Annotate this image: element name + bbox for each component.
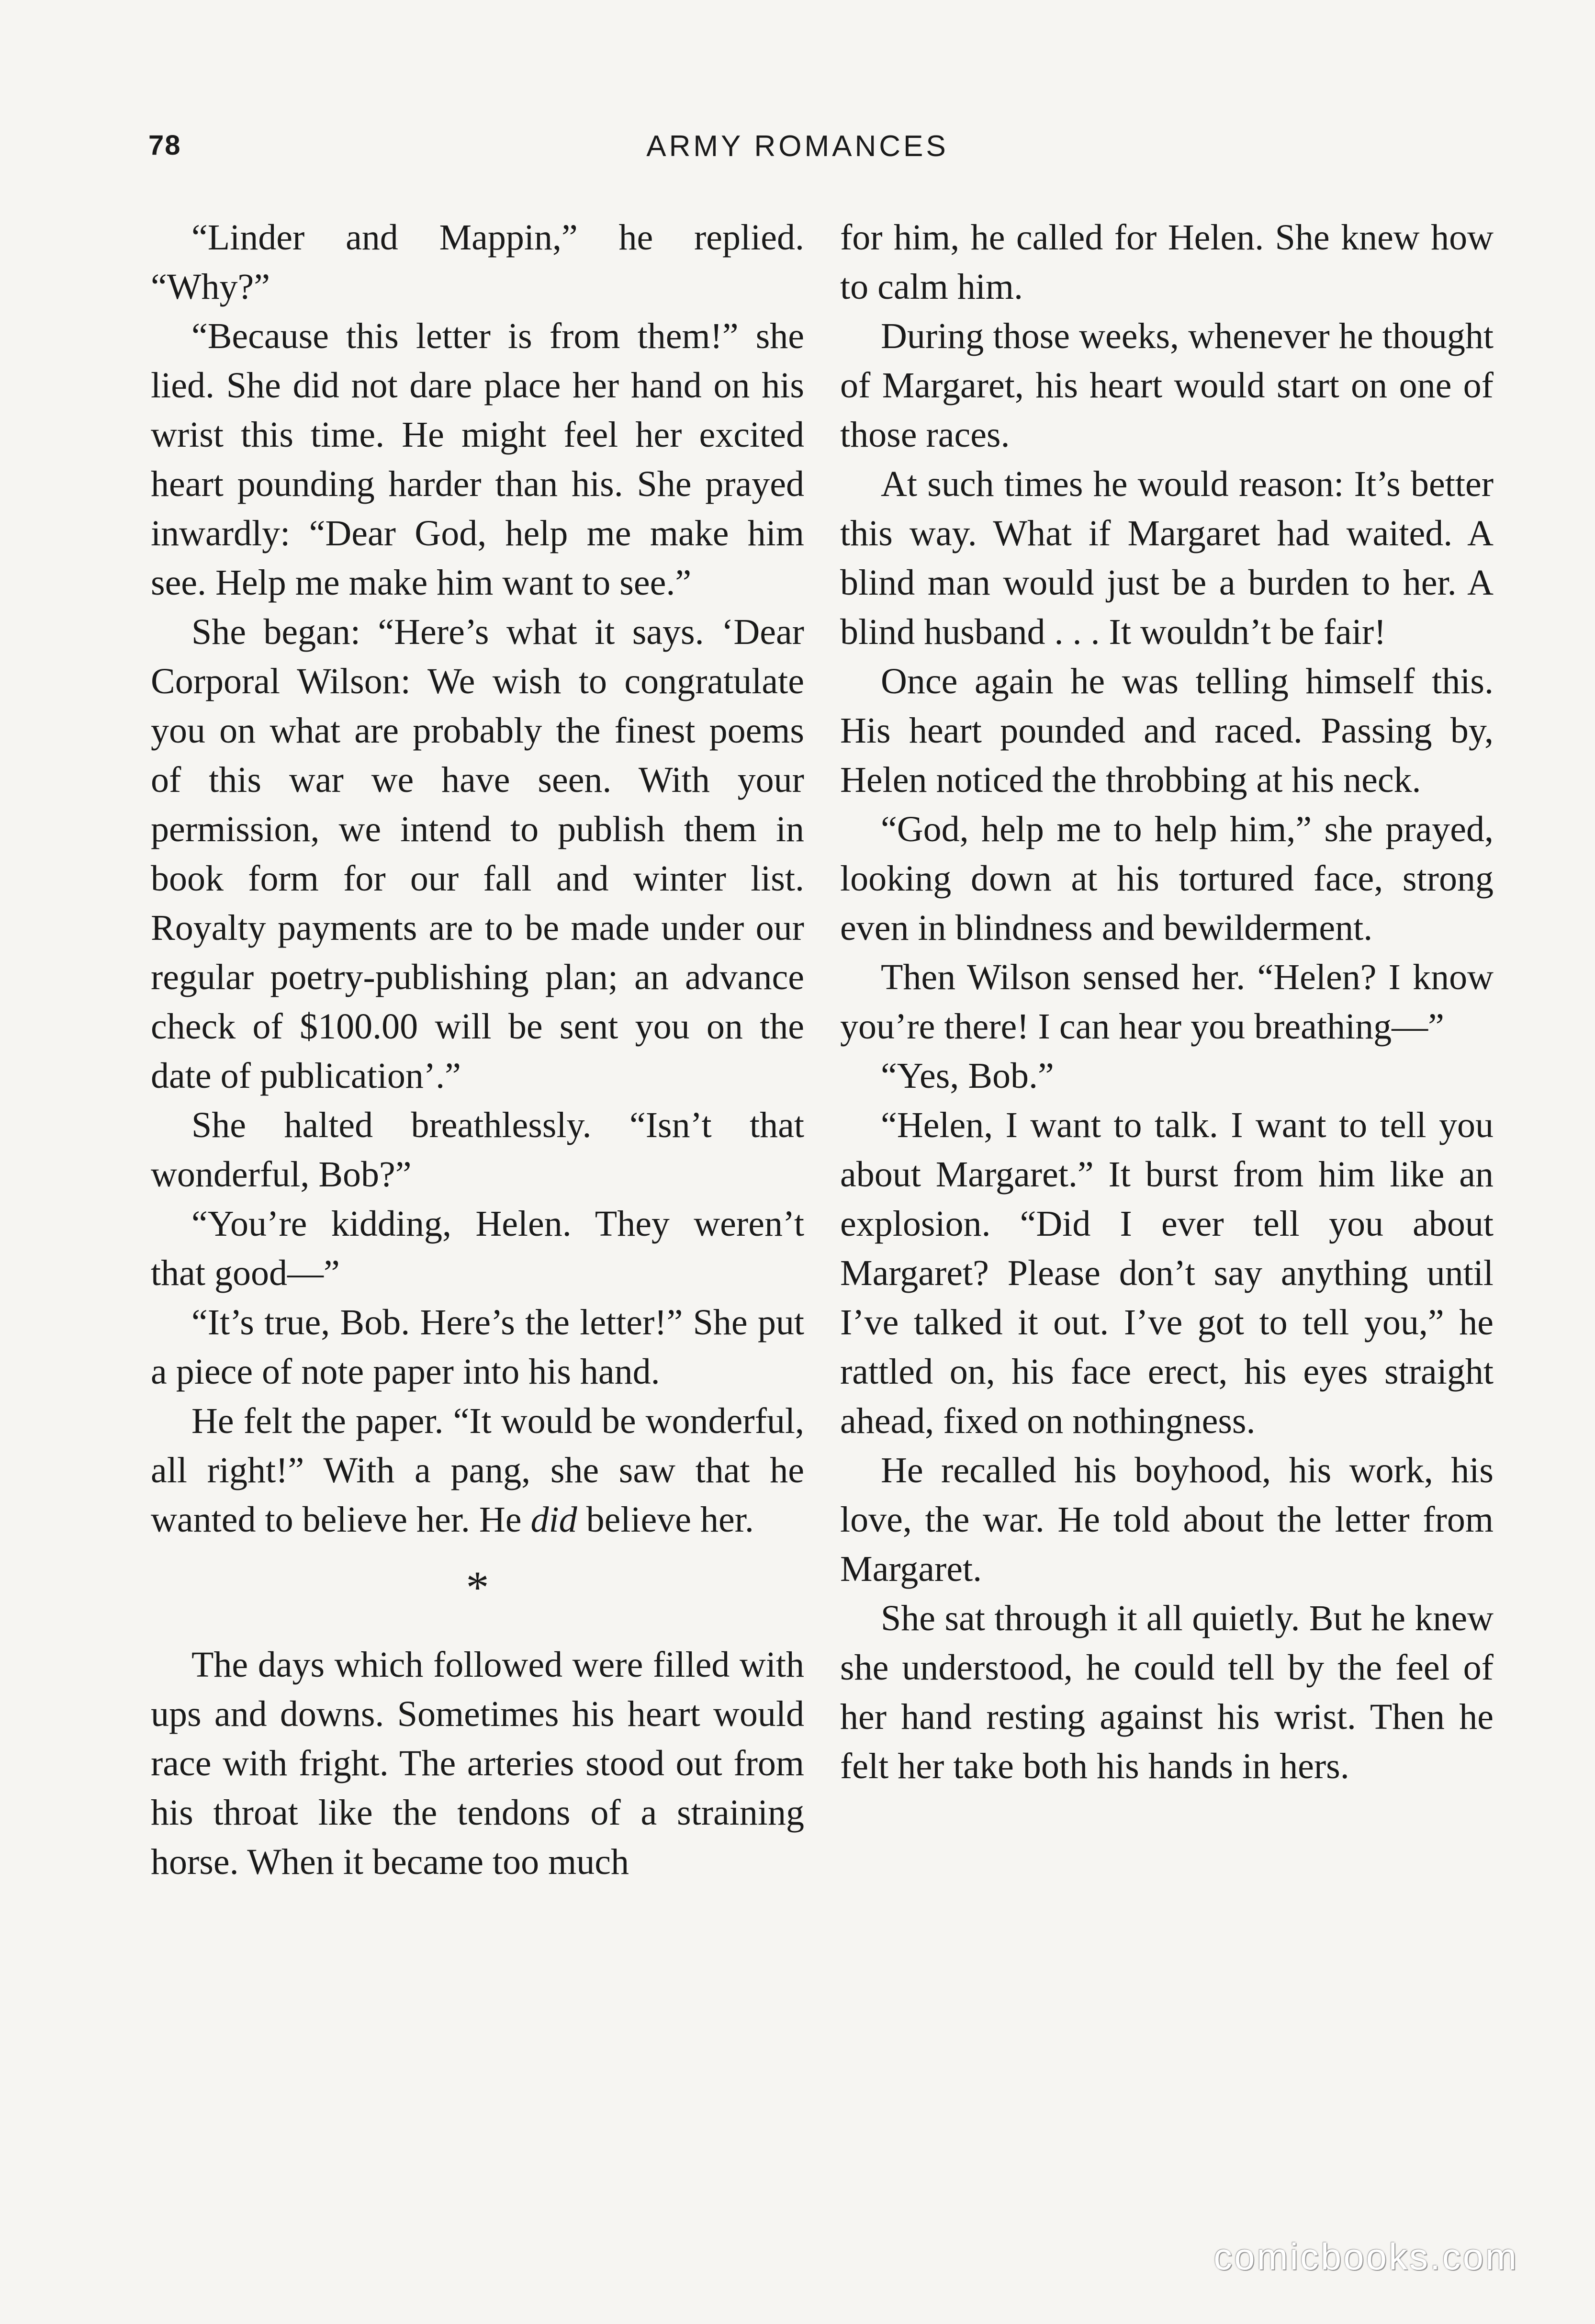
right-column bbox=[840, 213, 1494, 1791]
paragraph: “You’re kidding, Helen. They weren’t that good—” bbox=[151, 1204, 804, 1293]
paragraph: “Yes, Bob.” bbox=[881, 1056, 1054, 1096]
emphasized-word: did bbox=[530, 1500, 577, 1540]
paragraph: Once again he was telling himself this. His heart pounded and raced. Passing by, Helen noticed the throbbing at his neck. bbox=[840, 661, 1494, 800]
paragraph: Then Wilson sensed her. “Helen? I know you’re there! I can hear you breathing—” bbox=[840, 957, 1494, 1047]
paragraph: During those weeks, whenever he thought of Margaret, his heart would start on one of those races. bbox=[840, 316, 1494, 455]
paragraph-with-emphasis bbox=[151, 1397, 804, 1545]
paragraph: At such times he would reason: It’s better this way. What if Margaret had waited. A blind man would just be a burden to her. A blind husband . . . It wouldn’t be fair! bbox=[840, 464, 1494, 652]
paragraph: She sat through it all quietly. But he knew she understood, he could tell by the feel of her hand resting against his wrist. Then he felt her take both his hands in hers. bbox=[840, 1598, 1494, 1786]
paragraph: “Helen, I want to talk. I want to tell you about Margaret.” It burst from him like an explosion. “Did I ever tell you about Margaret? Please don’t say anything until I’ve talked it out. I’ve got to tell you,” he rattled on, his face erect, his eyes straight ahead, fixed on nothingness. bbox=[840, 1105, 1494, 1441]
running-title: ARMY ROMANCES bbox=[646, 130, 949, 163]
paragraph: “Linder and Mappin,” he replied. “Why?” bbox=[151, 217, 804, 307]
paragraph: “God, help me to help him,” she prayed, looking down at his tortured face, strong even in blindness and bewilderment. bbox=[840, 809, 1494, 948]
paragraph: The days which followed were filled with ups and downs. Sometimes his heart would race with fright. The arteries stood out from his throat like the tendons of a straining horse. When it became too much bbox=[151, 1645, 804, 1882]
paragraph: She halted breathlessly. “Isn’t that wonderful, Bob?” bbox=[151, 1105, 804, 1195]
left-column bbox=[151, 213, 804, 1887]
paragraph-text: He felt the paper. “It would be wonderful, all right!” With a pang, she saw that he wanted to believe her. He bbox=[151, 1401, 804, 1540]
watermark: comicbooks.com bbox=[1213, 2235, 1518, 2278]
paragraph: “Because this letter is from them!” she lied. She did not dare place her hand on his wrist this time. He might feel her excited heart pounding harder than his. She prayed inwardly: “Dear God, help me make him see. Help me make him want to see.” bbox=[151, 316, 804, 603]
paragraph: She began: “Here’s what it says. ‘Dear Corporal Wilson: We wish to congratulate you on what are probably the finest poems of this war we have seen. With your permission, we intend to publish them in book form for our fall and winter list. Royalty payments are to be made under our regular poetry-publishing plan; an advance check of $100.00 will be sent you on the date of publication’.” bbox=[151, 612, 804, 1096]
paragraph: “It’s true, Bob. Here’s the letter!” She put a piece of note paper into his hand. bbox=[151, 1302, 804, 1392]
paragraph-text: believe her. bbox=[577, 1500, 754, 1540]
page-number: 78 bbox=[148, 130, 181, 161]
section-break-asterisk: * bbox=[466, 1562, 489, 1613]
paragraph-continuation: for him, he called for Helen. She knew how to calm him. bbox=[840, 217, 1494, 307]
paragraph: He recalled his boyhood, his work, his love, the war. He told about the letter from Margaret. bbox=[840, 1450, 1494, 1589]
